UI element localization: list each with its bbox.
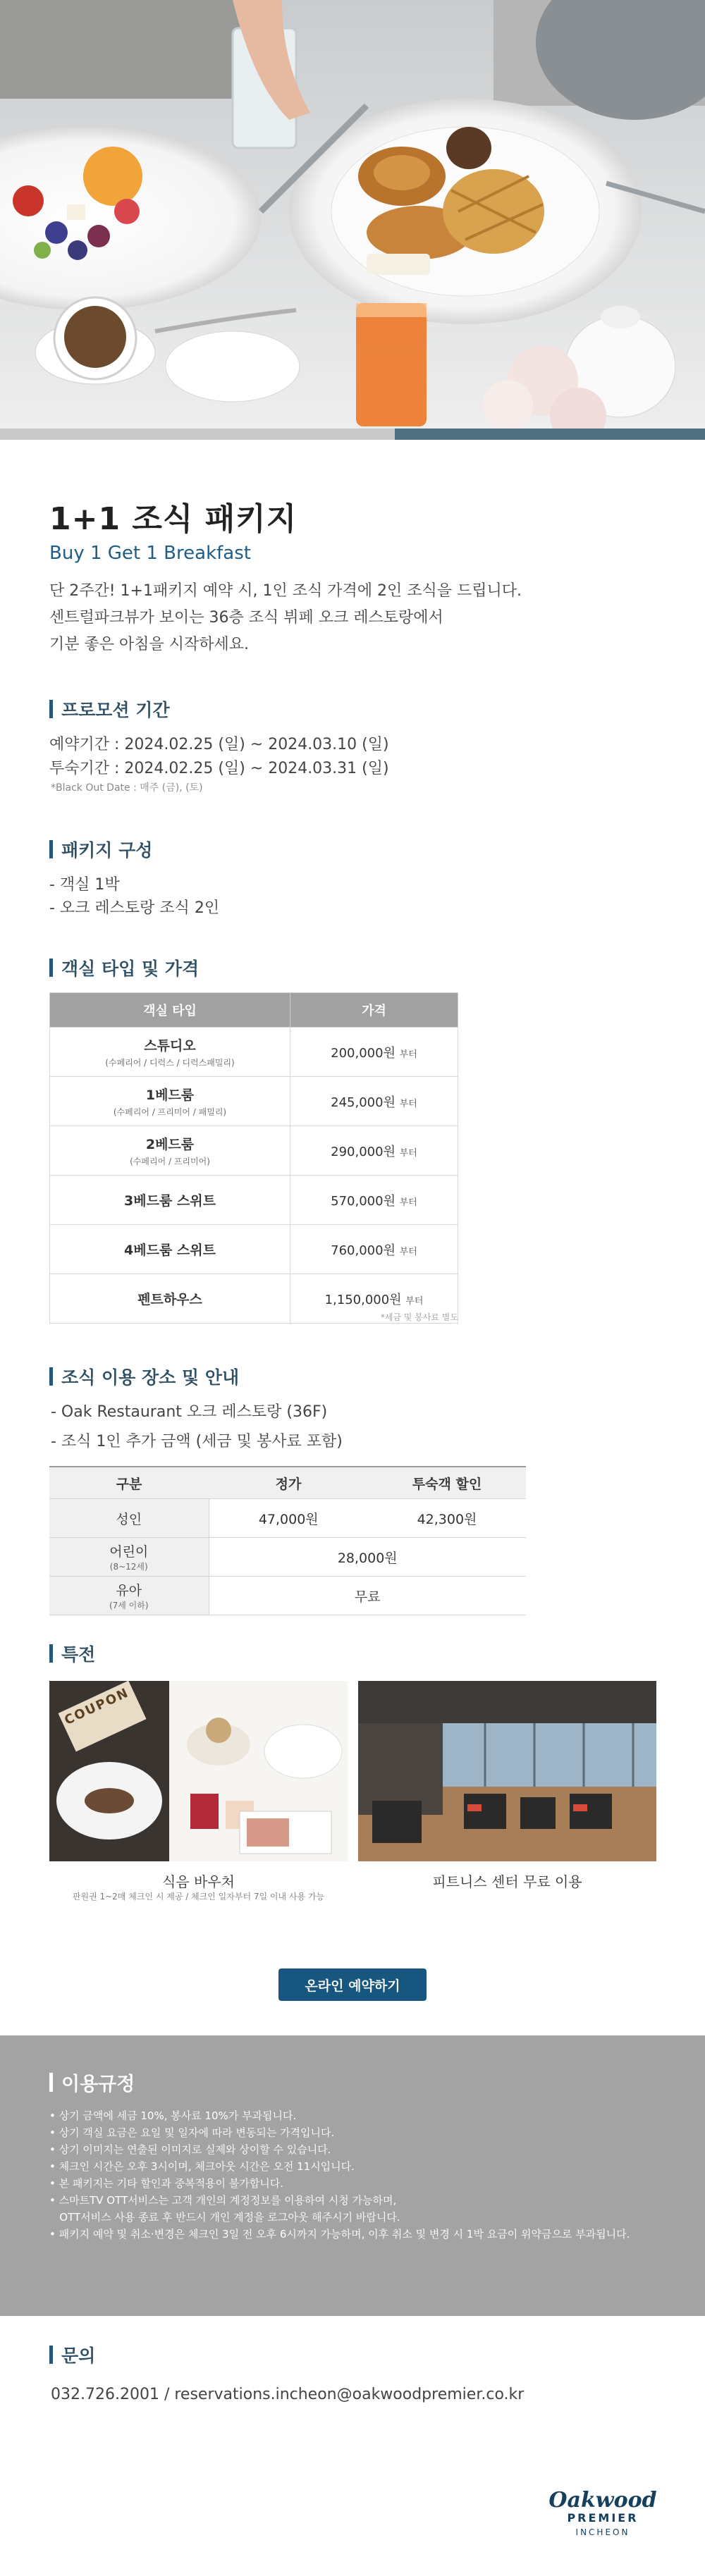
breakfast-place: - Oak Restaurant 오크 레스토랑 (36F) [51, 1403, 328, 1421]
terms-item: • 상기 객실 요금은 요일 및 일자에 따라 변동되는 가격입니다. [49, 2126, 335, 2139]
section-heading-promotion [49, 696, 170, 722]
price-suffix: 부터 [399, 1049, 417, 1060]
package-subtitle: Buy 1 Get 1 Breakfast [49, 543, 251, 564]
room-cell [50, 1225, 290, 1274]
table-row [50, 1077, 458, 1126]
room-name: 4베드룸 스위트 [124, 1243, 216, 1258]
terms-heading: 이용규정 [61, 2073, 135, 2095]
voucher-note: 판원권 1~2매 체크인 시 제공 / 체크인 일자부터 7일 이내 사용 가능 [72, 1892, 325, 1902]
child-label: 어린이 [109, 1544, 149, 1560]
infant-age: (7세 이하) [109, 1601, 149, 1610]
blackout-note: *Black Out Date : 매주 (금), (토) [51, 782, 203, 794]
room-price: 1,150,000원 [324, 1292, 402, 1307]
section-heading-composition [49, 837, 152, 862]
room-name: 3베드룸 스위트 [124, 1193, 216, 1209]
contact-info: 032.726.2001 / reservations.incheon@oakwoodpremier.co.kr [51, 2386, 525, 2403]
heading-marker [49, 700, 53, 718]
table-row [50, 1176, 458, 1225]
breakfast-heading: 조식 이용 장소 및 안내 [61, 1367, 240, 1388]
promotion-heading: 프로모션 기간 [61, 700, 170, 720]
fitness-image [358, 1681, 656, 1861]
table-row [50, 1225, 458, 1274]
hero-accent-bar-light [0, 429, 395, 440]
room-cell [50, 1126, 290, 1176]
heading-marker [49, 959, 53, 977]
terms-list [49, 2107, 670, 2243]
column-header-discount: 투숙객 할인 [368, 1467, 526, 1499]
section-heading-benefits [49, 1641, 95, 1666]
room-price: 570,000원 [331, 1193, 396, 1209]
table-row [49, 1538, 526, 1577]
room-cell [50, 1274, 290, 1324]
row-label-adult: 성인 [49, 1499, 209, 1538]
room-price: 245,000원 [331, 1095, 396, 1110]
room-price: 200,000원 [331, 1045, 396, 1061]
room-cell [50, 1077, 290, 1126]
terms-item: • 스마트TV OTT서비스는 고객 개인의 계정정보를 이용하여 시청 가능하며, [49, 2194, 397, 2207]
section-heading-breakfast [49, 1364, 239, 1389]
room-cell [50, 1028, 290, 1077]
room-detail: (수페리어 / 프리미어) [130, 1157, 210, 1166]
column-header-type: 구분 [49, 1467, 209, 1499]
room-name: 펜트하우스 [137, 1292, 202, 1307]
price-suffix: 부터 [405, 1295, 424, 1307]
column-header-price: 정가 [209, 1467, 368, 1499]
child-price: 28,000원 [209, 1538, 526, 1577]
table-row [49, 1577, 526, 1615]
heading-marker [49, 2073, 53, 2092]
room-price: 760,000원 [331, 1243, 396, 1258]
price-suffix: 부터 [399, 1147, 417, 1159]
terms-item: OTT서비스 사용 종료 후 반드시 개인 계정을 로그아웃 해주시기 바랍니다. [49, 2211, 400, 2224]
breakfast-price-table [49, 1466, 526, 1615]
price-suffix: 부터 [399, 1098, 417, 1109]
table-row [50, 1126, 458, 1176]
package-title: 1+1 조식 패키지 [49, 501, 298, 537]
room-detail: (수페리어 / 프리미어 / 패밀리) [113, 1107, 227, 1117]
online-booking-button[interactable]: 온라인 예약하기 [278, 1968, 427, 2001]
price-suffix: 부터 [399, 1197, 417, 1208]
composition-heading: 패키지 구성 [61, 840, 153, 861]
terms-item: • 상기 이미지는 연출된 이미지로 실제와 상이할 수 있습니다. [49, 2143, 331, 2156]
room-cell [50, 1176, 290, 1225]
contact-heading: 문의 [61, 2346, 96, 2366]
column-header-room-type: 객실 타입 [50, 993, 290, 1028]
tax-note: *세금 및 봉사료 별도 [380, 1312, 458, 1322]
table-row [50, 1028, 458, 1077]
section-heading-terms [49, 2069, 135, 2096]
room-name: 1베드룸 [145, 1087, 195, 1103]
table-header-row [50, 993, 458, 1028]
oakwood-logo [543, 2488, 663, 2537]
price-cell [290, 1225, 458, 1274]
price-suffix: 부터 [399, 1246, 417, 1257]
price-cell [290, 1126, 458, 1176]
rooms-heading: 객실 타입 및 가격 [61, 959, 200, 979]
column-header-price: 가격 [290, 993, 458, 1028]
heading-marker [49, 2346, 53, 2364]
infant-price: 무료 [209, 1577, 526, 1615]
adult-discount: 42,300원 [368, 1499, 526, 1538]
price-cell [290, 1176, 458, 1225]
terms-item: • 체크인 시간은 오후 3시이며, 체크아웃 시간은 오전 11시입니다. [49, 2160, 355, 2173]
terms-item: • 본 패키지는 기타 할인과 중복적용이 불가합니다. [49, 2177, 284, 2190]
coupon-label: COUPON [62, 1685, 132, 1728]
terms-item: • 상기 금액에 세금 10%, 봉사료 10%가 부과됩니다. [49, 2109, 297, 2122]
logo-premier: PREMIER [567, 2511, 639, 2525]
logo-location: INCHEON [575, 2527, 630, 2537]
room-name: 스튜디오 [144, 1038, 196, 1054]
price-cell [290, 1028, 458, 1077]
package-intro: 단 2주간! 1+1패키지 예약 시, 1인 조식 가격에 2인 조식을 드립니다. 센트럴파크뷰가 보이는 36층 조식 뷔페 오크 레스토랑에서 기분 좋은 아침을 시작하세요. [49, 582, 522, 653]
logo-wordmark: Oakwood [548, 2488, 657, 2513]
section-heading-rooms [49, 955, 199, 980]
room-detail: (수페리어 / 디럭스 / 디럭스패밀리) [105, 1058, 235, 1068]
composition-item: - 오크 레스토랑 조식 2인 [49, 899, 220, 917]
hero-image [0, 0, 705, 430]
price-cell [290, 1077, 458, 1126]
heading-marker [49, 1644, 53, 1663]
heading-marker [49, 1367, 53, 1386]
row-label-infant [49, 1577, 209, 1615]
infant-label: 유아 [116, 1583, 142, 1598]
voucher-image [49, 1681, 348, 1861]
benefits-heading: 특전 [61, 1644, 96, 1665]
composition-item: - 객실 1박 [49, 876, 120, 894]
breakfast-extra: - 조식 1인 추가 금액 (세금 및 봉사료 포함) [51, 1433, 343, 1450]
section-heading-contact [49, 2342, 95, 2367]
room-price-table [49, 992, 458, 1324]
fitness-caption: 피트니스 센터 무료 이용 [432, 1873, 582, 1890]
child-age: (8~12세) [109, 1562, 148, 1572]
table-row [49, 1499, 526, 1538]
room-name: 2베드룸 [145, 1137, 195, 1152]
room-price: 290,000원 [331, 1144, 396, 1159]
promotion-stay-period: 투숙기간 : 2024.02.25 (일) ~ 2024.03.31 (일) [49, 760, 389, 777]
adult-price: 47,000원 [209, 1499, 368, 1538]
table-header-row [49, 1467, 526, 1499]
promotion-booking-period: 예약기간 : 2024.02.25 (일) ~ 2024.03.10 (일) [49, 736, 389, 753]
row-label-child [49, 1538, 209, 1577]
fitness-photo [358, 1681, 656, 1861]
breakfast-photo [0, 0, 705, 430]
heading-marker [49, 840, 53, 858]
voucher-caption: 식음 바우처 [162, 1873, 235, 1890]
terms-item: • 패키지 예약 및 취소·변경은 체크인 3일 전 오후 6시까지 가능하며, 이후 취소 및 변경 시 1박 요금이 위약금으로 부과됩니다. [49, 2228, 630, 2241]
